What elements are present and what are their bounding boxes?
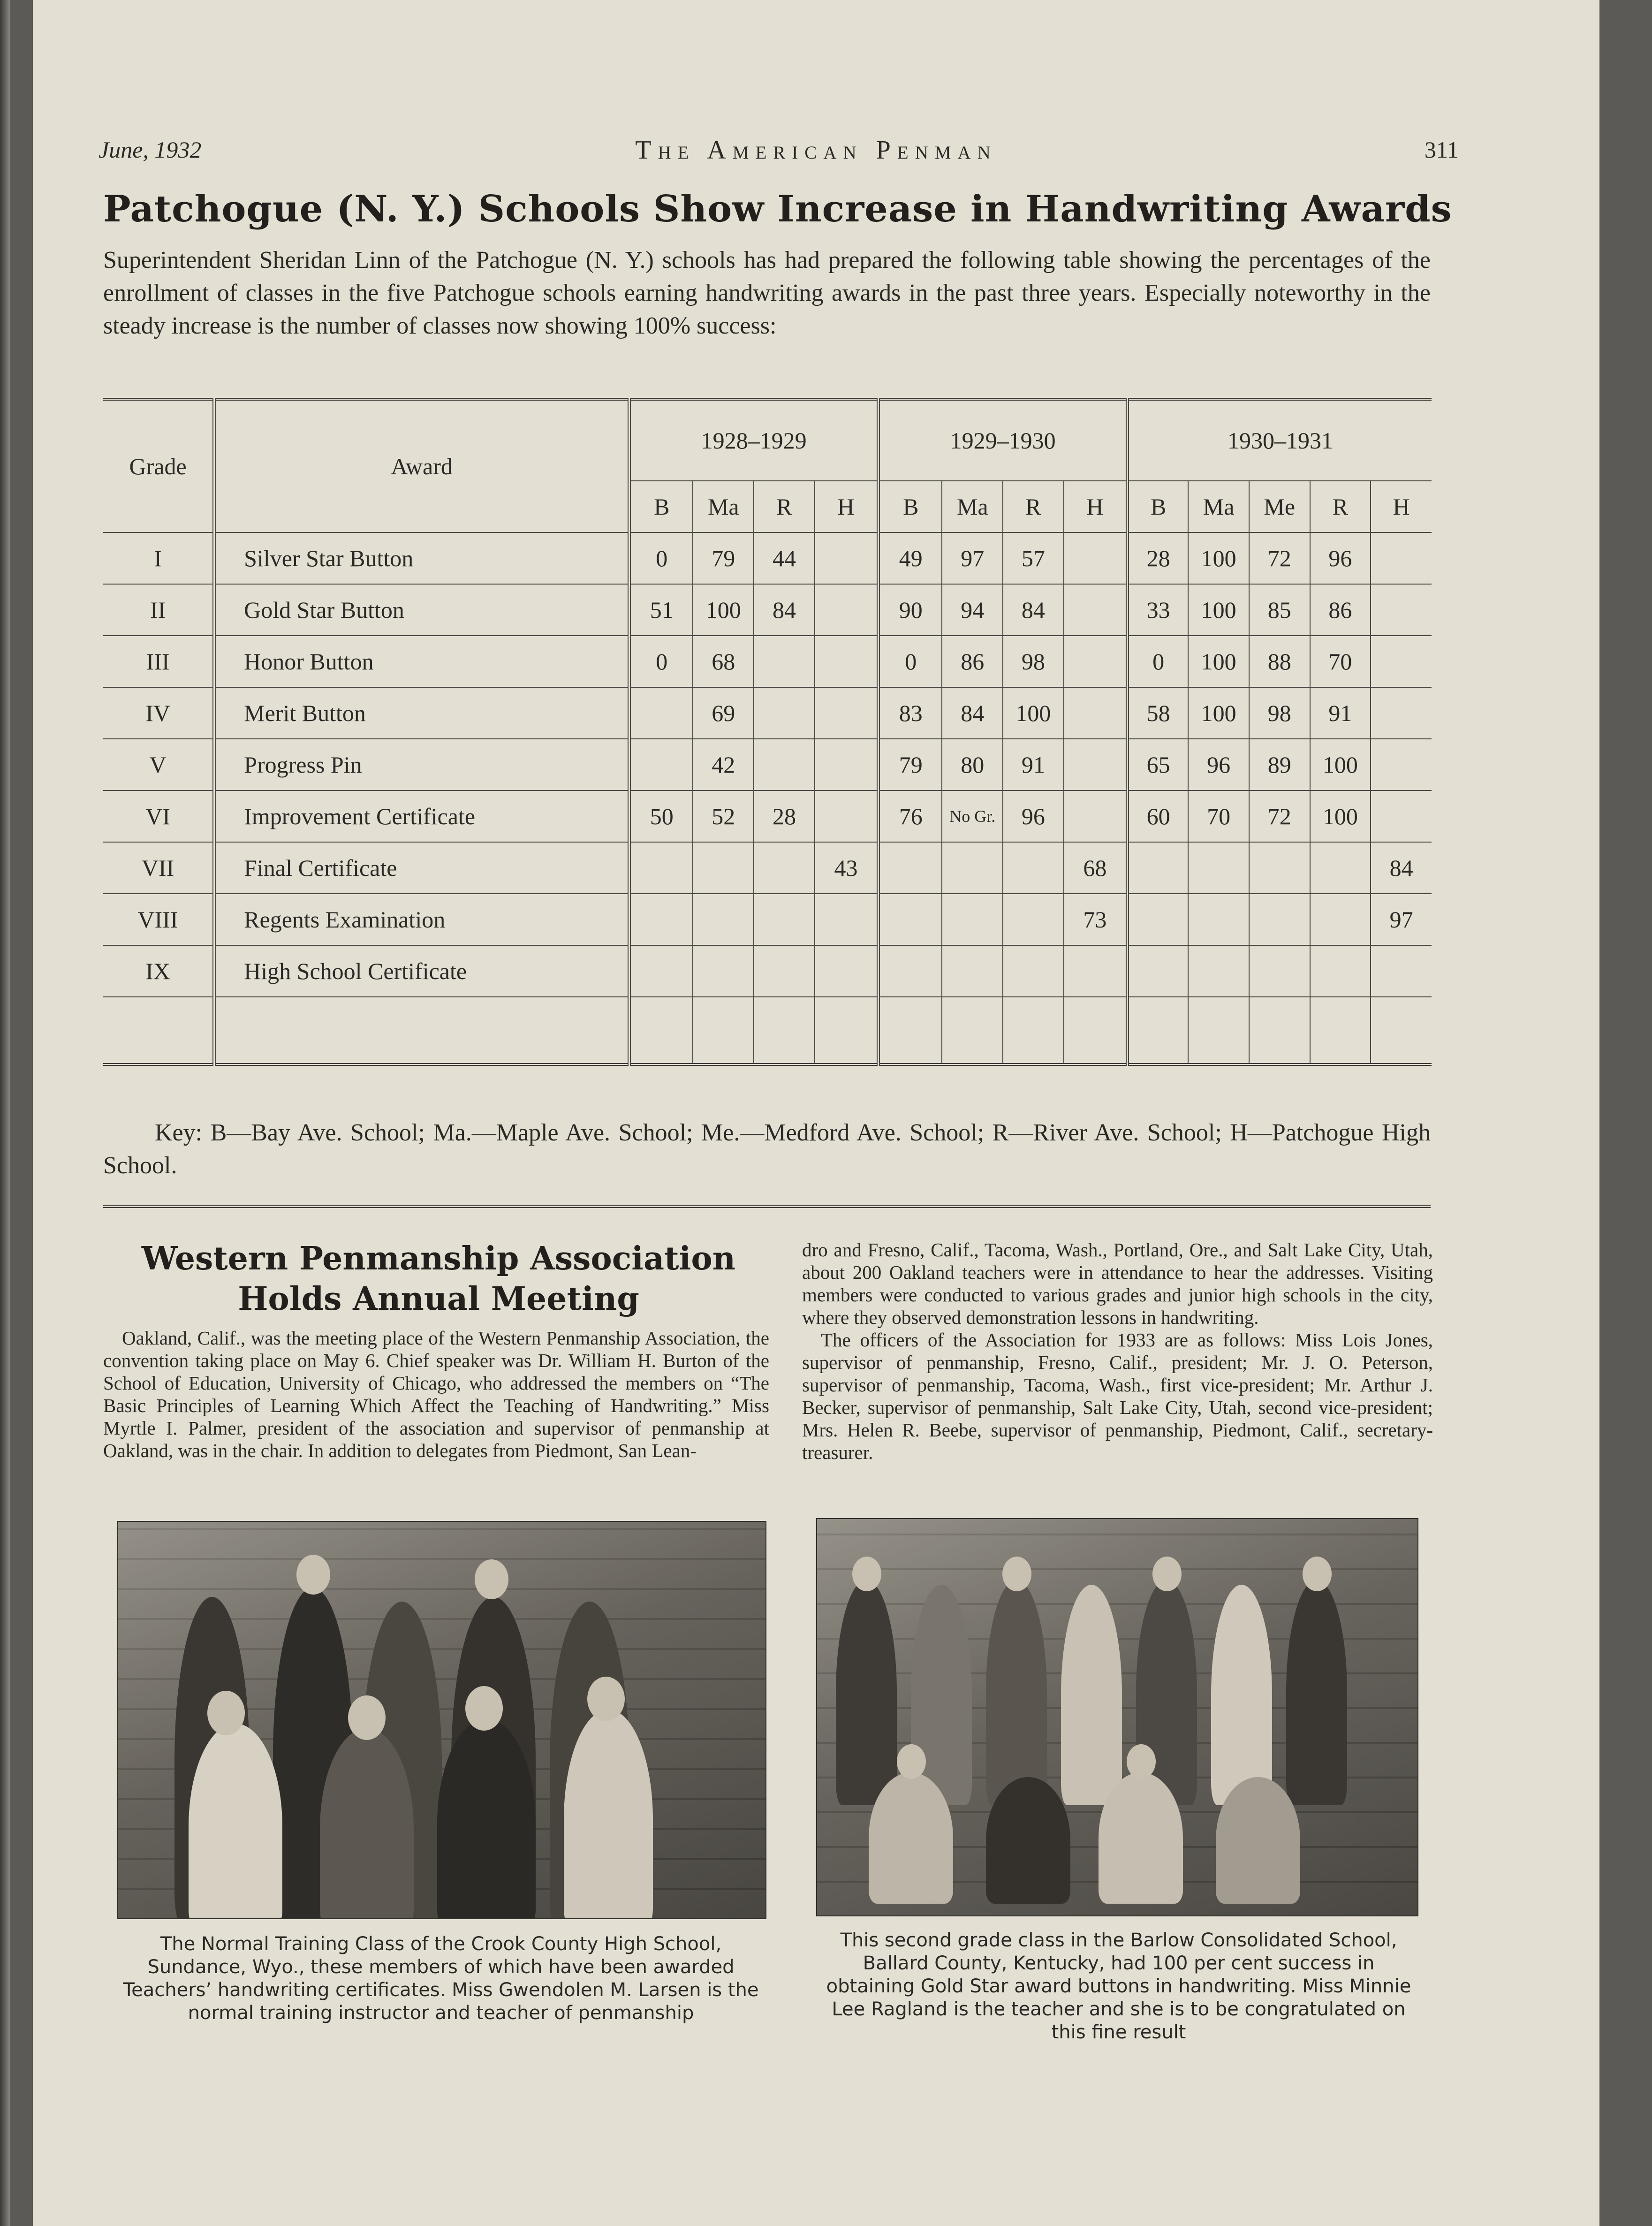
percentage-cell [1003, 842, 1064, 894]
wpa-headline: Western Penmanship Association Holds Annual Meeting [141, 1240, 736, 1318]
percentage-cell [1003, 894, 1064, 945]
blank-table-row [103, 997, 1432, 1064]
percentage-cell: 86 [942, 636, 1003, 687]
award-cell: High School Certificate [214, 945, 629, 997]
percentage-cell [693, 894, 754, 945]
empty-cell [103, 997, 214, 1064]
table-row [103, 739, 1432, 790]
percentage-cell: 76 [879, 790, 942, 842]
percentage-cell [1249, 894, 1310, 945]
grade-cell: V [103, 739, 214, 790]
empty-cell [1371, 997, 1432, 1064]
percentage-cell [693, 842, 754, 894]
wpa-paragraph-2: The officers of the Association for 1933 are as follows: Miss Lois Jones, supervisor of penmanship, Fresno, Calif., president; Mr. J. O. Peterson, supervisor of penmanship, Tacoma, Wash., first vice-president; Mr. Arthur J. Becker, supervisor of penmanship, Salt Lake City, Utah, second vice-president; Mrs. Helen R. Beebe, supervisor of penmanship, Piedmont, Calif., secretary-treasurer. [802, 1329, 1433, 1463]
year-header-1929: 1929–1930 [879, 399, 1128, 481]
school-header: B [1128, 481, 1189, 532]
table-key: Key: B—Bay Ave. School; Ma.—Maple Ave. School; Me.—Medford Ave. School; R—River Ave. School; H—Patchogue High School. [103, 1119, 1431, 1179]
award-cell: Honor Button [214, 636, 629, 687]
percentage-cell: 79 [693, 532, 754, 584]
running-head-date: June, 1932 [99, 137, 202, 163]
empty-cell [1310, 997, 1371, 1064]
percentage-cell [1249, 945, 1310, 997]
school-header: H [1064, 481, 1128, 532]
table-body [103, 532, 1432, 1064]
percentage-cell: 100 [1188, 636, 1249, 687]
percentage-cell [815, 739, 879, 790]
percentage-cell [754, 739, 815, 790]
percentage-cell [815, 687, 879, 739]
percentage-cell: 86 [1310, 584, 1371, 636]
photo-head [1127, 1744, 1156, 1779]
percentage-cell [1188, 894, 1249, 945]
photo-figure [869, 1772, 953, 1904]
school-header: Ma [693, 481, 754, 532]
photo-figure [1099, 1772, 1183, 1904]
percentage-cell: 100 [1188, 532, 1249, 584]
photo-head [587, 1677, 625, 1721]
percentage-cell: 90 [879, 584, 942, 636]
school-header: B [629, 481, 693, 532]
percentage-cell [754, 894, 815, 945]
percentage-cell: 84 [754, 584, 815, 636]
school-header: Ma [942, 481, 1003, 532]
percentage-cell [1064, 532, 1128, 584]
percentage-cell [1188, 945, 1249, 997]
percentage-cell: 70 [1310, 636, 1371, 687]
percentage-cell [815, 636, 879, 687]
percentage-cell [815, 584, 879, 636]
award-header: Award [214, 399, 629, 532]
photo-figure [1211, 1585, 1272, 1805]
percentage-cell: 100 [1188, 584, 1249, 636]
percentage-cell [1249, 842, 1310, 894]
percentage-cell [1371, 636, 1432, 687]
photo-figure [437, 1719, 536, 1919]
percentage-cell [1128, 842, 1189, 894]
percentage-cell [1064, 687, 1128, 739]
wpa-paragraph-1: Oakland, Calif., was the meeting place of the Western Penmanship Association, the convention taking place on May 6. Chief speaker was Dr. William H. Burton of the School of Education, University of Chicago, who addressed the members on “The Basic Principles of Learning Which Affect the Teaching of Handwriting.” Miss Myrtle I. Palmer, president of the association and supervisor of penmanship at Oakland, was in the chair. In addition to delegates from Piedmont, San Lean- [103, 1327, 769, 1461]
percentage-cell [754, 636, 815, 687]
empty-cell [214, 997, 629, 1064]
percentage-cell: 96 [1310, 532, 1371, 584]
article-headline: Patchogue (N. Y.) Schools Show Increase in Handwriting Awards [103, 188, 1452, 230]
percentage-cell [815, 894, 879, 945]
school-header: H [815, 481, 879, 532]
percentage-cell: 96 [1188, 739, 1249, 790]
percentage-cell: 98 [1003, 636, 1064, 687]
grade-cell: VI [103, 790, 214, 842]
photo-figure [564, 1709, 653, 1919]
percentage-cell [1064, 584, 1128, 636]
awards-table [103, 398, 1432, 1066]
percentage-cell [879, 945, 942, 997]
page-number: 311 [1424, 137, 1459, 163]
percentage-cell [1128, 945, 1189, 997]
percentage-cell: 100 [1310, 790, 1371, 842]
percentage-cell: 91 [1310, 687, 1371, 739]
award-cell: Gold Star Button [214, 584, 629, 636]
grade-cell: VIII [103, 894, 214, 945]
empty-cell [942, 997, 1003, 1064]
grade-cell: III [103, 636, 214, 687]
grade-cell: I [103, 532, 214, 584]
photo-figure [986, 1777, 1070, 1904]
photo-head [1303, 1557, 1332, 1591]
photo-head [1002, 1557, 1031, 1591]
article-intro: Superintendent Sheridan Linn of the Patchogue (N. Y.) schools has had prepared the following table showing the percentages of the enrollment of classes in the five Patchogue schools earning handwriting awards in the past three years. Especially noteworthy in the steady increase is the number of classes now showing 100% success: [103, 247, 1431, 339]
percentage-cell [1064, 790, 1128, 842]
percentage-cell: 44 [754, 532, 815, 584]
percentage-cell [815, 790, 879, 842]
percentage-cell: 97 [942, 532, 1003, 584]
photo-head [207, 1691, 245, 1735]
empty-cell [1249, 997, 1310, 1064]
table-row [103, 532, 1432, 584]
table-row [103, 636, 1432, 687]
percentage-cell: 68 [1064, 842, 1128, 894]
school-header: R [1310, 481, 1371, 532]
percentage-cell: 60 [1128, 790, 1189, 842]
empty-cell [754, 997, 815, 1064]
percentage-cell: 51 [629, 584, 693, 636]
percentage-cell [1371, 584, 1432, 636]
award-cell: Improvement Certificate [214, 790, 629, 842]
percentage-cell [1064, 739, 1128, 790]
percentage-cell [942, 842, 1003, 894]
table-row [103, 790, 1432, 842]
percentage-cell: 88 [1249, 636, 1310, 687]
percentage-cell: 0 [629, 532, 693, 584]
photo-figure [320, 1728, 414, 1919]
percentage-cell [879, 894, 942, 945]
percentage-cell: 68 [693, 636, 754, 687]
percentage-cell [693, 945, 754, 997]
group-photo-second-grade-class [816, 1518, 1418, 1916]
percentage-cell: 65 [1128, 739, 1189, 790]
percentage-cell [1064, 636, 1128, 687]
percentage-cell [815, 532, 879, 584]
percentage-cell [942, 894, 1003, 945]
percentage-cell: 72 [1249, 532, 1310, 584]
photo-head [897, 1744, 926, 1779]
percentage-cell: 97 [1371, 894, 1432, 945]
percentage-cell [1371, 790, 1432, 842]
table-row [103, 894, 1432, 945]
percentage-cell: 84 [1371, 842, 1432, 894]
photo-head [1152, 1557, 1182, 1591]
percentage-cell: 100 [1003, 687, 1064, 739]
percentage-cell: No Gr. [942, 790, 1003, 842]
percentage-cell: 0 [1128, 636, 1189, 687]
photo-caption-right: This second grade class in the Barlow Consolidated School, Ballard County, Kentucky, had 100 per cent success in obtaining Gold Star award buttons in handwriting. Miss Minnie Lee Ragland is the teacher and she is to be congratulated on this fine result [826, 1930, 1411, 2043]
empty-cell [1003, 997, 1064, 1064]
empty-cell [693, 997, 754, 1064]
grade-cell: VII [103, 842, 214, 894]
photo-figure [1286, 1580, 1347, 1805]
percentage-cell: 80 [942, 739, 1003, 790]
year-header-1930: 1930–1931 [1128, 399, 1432, 481]
percentage-cell: 69 [693, 687, 754, 739]
photo-figure [836, 1580, 897, 1805]
photo-head [475, 1559, 508, 1599]
award-cell: Merit Button [214, 687, 629, 739]
photo-figure [1061, 1585, 1122, 1805]
award-cell: Silver Star Button [214, 532, 629, 584]
percentage-cell [754, 687, 815, 739]
percentage-cell: 85 [1249, 584, 1310, 636]
school-header: R [1003, 481, 1064, 532]
photo-head [465, 1686, 503, 1731]
percentage-cell: 52 [693, 790, 754, 842]
percentage-cell: 79 [879, 739, 942, 790]
percentage-cell: 100 [693, 584, 754, 636]
table-row [103, 945, 1432, 997]
percentage-cell [1310, 842, 1371, 894]
percentage-cell: 42 [693, 739, 754, 790]
percentage-cell: 73 [1064, 894, 1128, 945]
photo-head [852, 1557, 881, 1591]
empty-cell [879, 997, 942, 1064]
percentage-cell: 57 [1003, 532, 1064, 584]
percentage-cell [1371, 739, 1432, 790]
percentage-cell [1371, 687, 1432, 739]
percentage-cell: 89 [1249, 739, 1310, 790]
percentage-cell: 28 [1128, 532, 1189, 584]
empty-cell [1128, 997, 1189, 1064]
percentage-cell: 58 [1128, 687, 1189, 739]
percentage-cell: 100 [1188, 687, 1249, 739]
percentage-cell: 84 [1003, 584, 1064, 636]
year-header-1928: 1928–1929 [629, 399, 879, 481]
award-cell: Final Certificate [214, 842, 629, 894]
wpa-paragraph-1-continued: dro and Fresno, Calif., Tacoma, Wash., Portland, Ore., and Salt Lake City, Utah, about 200 Oakland teachers were in attendance to hear the addresses. Visiting members were conducted to various grades and junior high schools in the city, where they observed demonstration lessons in handwriting. [802, 1239, 1433, 1328]
percentage-cell: 0 [879, 636, 942, 687]
percentage-cell [1003, 945, 1064, 997]
table-row [103, 584, 1432, 636]
percentage-cell [629, 739, 693, 790]
percentage-cell: 0 [629, 636, 693, 687]
percentage-cell [815, 945, 879, 997]
percentage-cell [629, 894, 693, 945]
photo-head [348, 1695, 386, 1740]
grade-cell: IV [103, 687, 214, 739]
percentage-cell: 33 [1128, 584, 1189, 636]
percentage-cell: 98 [1249, 687, 1310, 739]
percentage-cell: 28 [754, 790, 815, 842]
percentage-cell [1064, 945, 1128, 997]
photo-figure [1216, 1777, 1300, 1904]
table-row [103, 842, 1432, 894]
percentage-cell: 91 [1003, 739, 1064, 790]
percentage-cell: 100 [1310, 739, 1371, 790]
percentage-cell [754, 842, 815, 894]
empty-cell [629, 997, 693, 1064]
percentage-cell [1188, 842, 1249, 894]
photo-figure [986, 1580, 1047, 1805]
percentage-cell: 84 [942, 687, 1003, 739]
percentage-cell: 83 [879, 687, 942, 739]
school-header: Me [1249, 481, 1310, 532]
percentage-cell [1371, 532, 1432, 584]
group-photo-normal-training-class [117, 1521, 766, 1919]
percentage-cell: 94 [942, 584, 1003, 636]
percentage-cell: 70 [1188, 790, 1249, 842]
percentage-cell [629, 842, 693, 894]
grade-cell: II [103, 584, 214, 636]
percentage-cell: 72 [1249, 790, 1310, 842]
percentage-cell: 43 [815, 842, 879, 894]
photo-figure [189, 1724, 282, 1919]
percentage-cell [879, 842, 942, 894]
photo-caption-left: The Normal Training Class of the Crook County High School, Sundance, Wyo., these members of which have been awarded Teachers’ handwriting certificates. Miss Gwendolen M. Larsen is the normal training instructor and teacher of penmanship [123, 1933, 759, 2024]
table-row [103, 687, 1432, 739]
percentage-cell: 50 [629, 790, 693, 842]
book-gutter [0, 0, 10, 2226]
percentage-cell [629, 945, 693, 997]
empty-cell [1064, 997, 1128, 1064]
magazine-page [33, 0, 1599, 2226]
empty-cell [815, 997, 879, 1064]
award-cell: Regents Examination [214, 894, 629, 945]
empty-cell [1188, 997, 1249, 1064]
percentage-cell [1128, 894, 1189, 945]
school-header: B [879, 481, 942, 532]
percentage-cell [1310, 945, 1371, 997]
percentage-cell: 49 [879, 532, 942, 584]
percentage-cell [754, 945, 815, 997]
photo-head [296, 1555, 330, 1595]
percentage-cell [1310, 894, 1371, 945]
award-cell: Progress Pin [214, 739, 629, 790]
wpa-right-column [802, 1238, 1433, 1464]
grade-header: Grade [103, 399, 214, 532]
grade-cell: IX [103, 945, 214, 997]
journal-title: The American Penman [635, 136, 997, 165]
percentage-cell [629, 687, 693, 739]
percentage-cell [942, 945, 1003, 997]
school-header: R [754, 481, 815, 532]
percentage-cell: 96 [1003, 790, 1064, 842]
percentage-cell [1371, 945, 1432, 997]
section-divider [103, 1205, 1431, 1208]
school-header: Ma [1188, 481, 1249, 532]
school-header: H [1371, 481, 1432, 532]
